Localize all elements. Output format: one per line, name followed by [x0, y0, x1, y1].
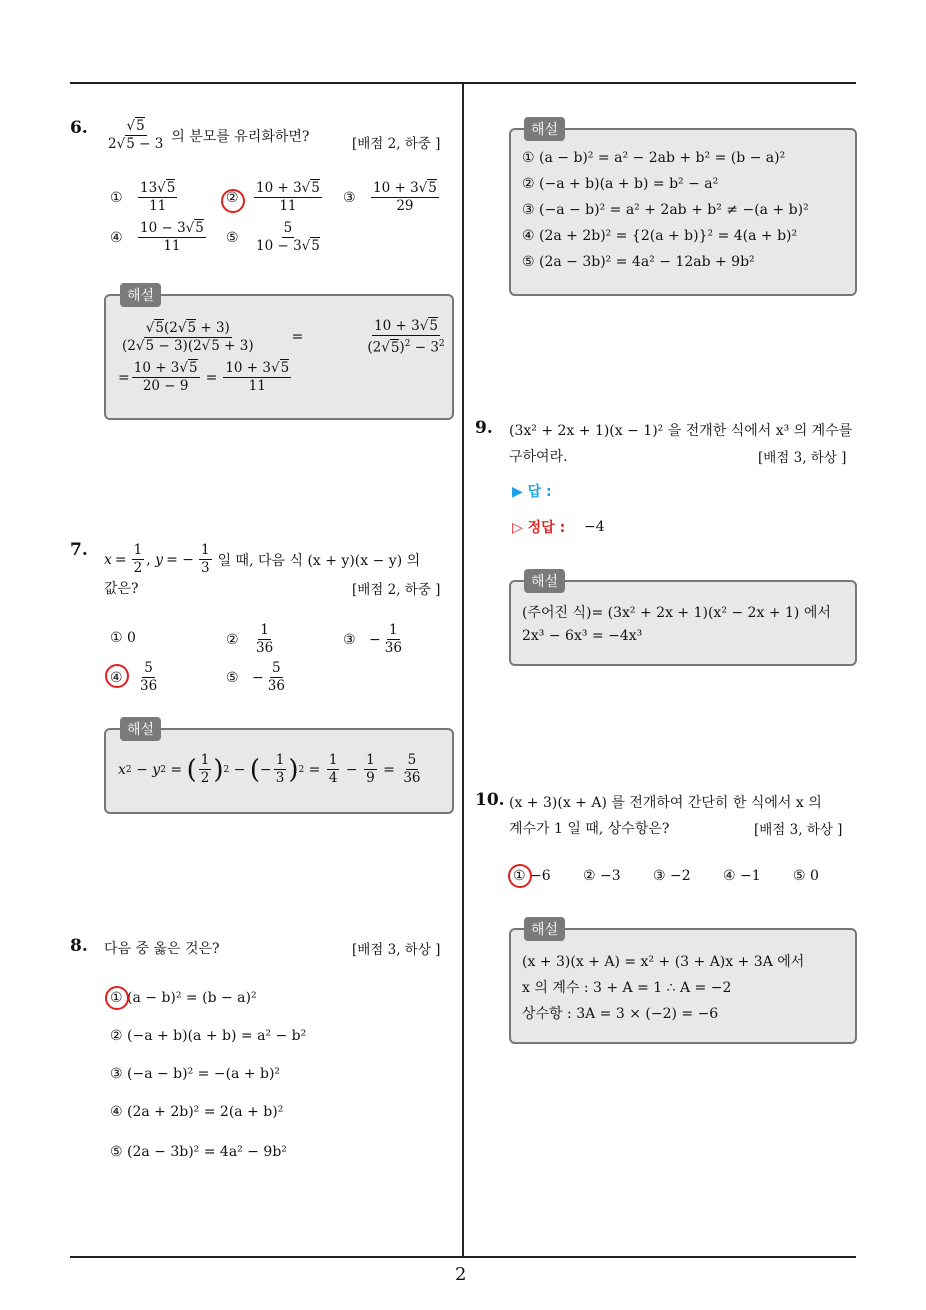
- q9-answer-label: ▶ 답 :: [512, 484, 552, 500]
- q7-explain-tag: 해설: [120, 717, 161, 741]
- q10-meta: [배점 3, 하상 ]: [754, 822, 843, 838]
- bottom-rule: [70, 1256, 856, 1258]
- q6-choice-3[interactable]: ③ $\frac{10 + 3√5}{29}$: [343, 180, 437, 214]
- q6-explain-line-1: $\frac{√5(2√5 + 3)}{(2√5 - 3)(2√5 + 3)}$ = $\frac{10 + 3√5}{(2√5)^2 - 3^2}$: [122, 318, 445, 356]
- q10-choice-4[interactable]: ④ −1: [723, 868, 761, 884]
- q7-text-1: 일 때, 다음 식 (x + y)(x − y) 의: [217, 552, 421, 569]
- q8-choice-5[interactable]: ⑤ (2a − 3b)² = 4a² − 9b²: [110, 1144, 287, 1160]
- q6-choice-4[interactable]: ④ $\frac{10 - 3√5}{11}$: [110, 220, 204, 254]
- q10-text-2: 계수가 1 일 때, 상수항은?: [509, 821, 670, 837]
- q6-text: 의 분모를 유리화하면?: [171, 128, 310, 145]
- q7-number: 7.: [70, 540, 88, 560]
- q7-choice-1[interactable]: ① 0: [110, 630, 136, 646]
- q7-selected-mark: [105, 664, 129, 688]
- q6-meta: [배점 2, 하중 ]: [352, 136, 441, 152]
- q9-correct-label: ▷ 정답 :: [512, 520, 566, 536]
- q7-explain-line: x 2 − y 2 = ( $\frac{1}{2}$ ) 2 − ( − $\frac{1}{3}$ ) 2 = $\frac{1}{4}$ − $\frac{1}{9}$ = $\frac{5}{36}$: [118, 752, 421, 786]
- q10-text-1: (x + 3)(x + A) 를 전개하여 간단히 한 식에서 x 의: [509, 795, 822, 811]
- q10-choice-5[interactable]: ⑤ 0: [793, 868, 819, 884]
- q9-explain-tag: 해설: [524, 569, 565, 593]
- q8-explain-line-1: ① (a − b)² = a² − 2ab + b² = (b − a)²: [522, 150, 786, 166]
- q7-choice-4[interactable]: ④ $\frac{5}{36}$: [110, 660, 158, 694]
- q9-text-1: (3x² + 2x + 1)(x − 1)² 을 전개한 식에서 x³ 의 계수를: [509, 423, 853, 439]
- q7-meta: [배점 2, 하중 ]: [352, 582, 441, 598]
- q6-explain-line-2: = $\frac{10 + 3√5}{20 - 9}$ = $\frac{10 + 3√5}{11}$: [118, 360, 290, 394]
- q6-explain-box: [104, 294, 454, 420]
- q8-explain-line-3: ③ (−a − b)² = a² + 2ab + b² ≠ −(a + b)²: [522, 202, 809, 218]
- q8-choice-3[interactable]: ③ (−a − b)² = −(a + b)²: [110, 1066, 281, 1082]
- q6-selected-mark: [221, 189, 245, 213]
- q10-selected-mark: [508, 864, 532, 888]
- q10-choice-3[interactable]: ③ −2: [653, 868, 691, 884]
- q6-explain-tag: 해설: [120, 283, 161, 307]
- q7-choice-2[interactable]: ② $\frac{1}{36}$: [226, 622, 274, 656]
- q9-number: 9.: [475, 418, 493, 438]
- page-number: 2: [455, 1264, 467, 1285]
- q7-choice-5[interactable]: ⑤ − $\frac{5}{36}$: [226, 660, 285, 694]
- q8-explain-tag: 해설: [524, 117, 565, 141]
- q10-number: 10.: [475, 790, 505, 810]
- q8-text: 다음 중 옳은 것은?: [104, 941, 220, 957]
- q8-choice-2[interactable]: ② (−a + b)(a + b) = a² − b²: [110, 1028, 307, 1044]
- q7-choice-3[interactable]: ③ − $\frac{1}{36}$: [343, 622, 402, 656]
- q7-text-2: 값은?: [104, 581, 139, 597]
- q9-correct-value: −4: [584, 519, 605, 535]
- q8-explain-line-5: ⑤ (2a − 3b)² = 4a² − 12ab + 9b²: [522, 254, 755, 270]
- q8-selected-mark: [105, 986, 129, 1010]
- q6-choice-2[interactable]: ② $\frac{10 + 3√5}{11}$: [226, 180, 320, 214]
- q6-number: 6.: [70, 118, 88, 138]
- q10-explain-line-3: 상수항 : 3A = 3 × (−2) = −6: [522, 1006, 719, 1022]
- q6-fraction: $\frac{√5}{2√5 - 3}$: [108, 118, 164, 152]
- q8-number: 8.: [70, 936, 88, 956]
- q10-choice-1[interactable]: ① −6: [513, 868, 551, 884]
- q10-explain-tag: 해설: [524, 917, 565, 941]
- q7-stem: x = $\frac{1}{2}$ , y = − $\frac{1}{3}$ 일 때, 다음 식 (x + y)(x − y) 의: [104, 542, 421, 576]
- q9-explain-line-1: (주어진 식)= (3x² + 2x + 1)(x² − 2x + 1) 에서: [522, 605, 831, 621]
- q10-explain-line-1: (x + 3)(x + A) = x² + (3 + A)x + 3A 에서: [522, 954, 805, 970]
- q8-meta: [배점 3, 하상 ]: [352, 942, 441, 958]
- q9-text-2: 구하여라.: [509, 449, 568, 465]
- q9-explain-line-2: 2x³ − 6x³ = −4x³: [522, 628, 643, 644]
- q8-explain-line-4: ④ (2a + 2b)² = {2(a + b)}² = 4(a + b)²: [522, 228, 798, 244]
- q10-explain-line-2: x 의 계수 : 3 + A = 1 ∴ A = −2: [522, 980, 732, 996]
- q8-choice-4[interactable]: ④ (2a + 2b)² = 2(a + b)²: [110, 1104, 284, 1120]
- column-divider: [462, 82, 464, 1257]
- q8-choice-1[interactable]: ① (a − b)² = (b − a)²: [110, 990, 257, 1006]
- q9-meta: [배점 3, 하상 ]: [758, 450, 847, 466]
- q6-choice-5[interactable]: ⑤ $\frac{5}{10 - 3√5}$: [226, 220, 320, 254]
- q6-stem: [104, 118, 309, 153]
- q6-choice-1[interactable]: ① $\frac{13√5}{11}$: [110, 180, 176, 214]
- q10-choice-2[interactable]: ② −3: [583, 868, 621, 884]
- q8-explain-line-2: ② (−a + b)(a + b) = b² − a²: [522, 176, 719, 192]
